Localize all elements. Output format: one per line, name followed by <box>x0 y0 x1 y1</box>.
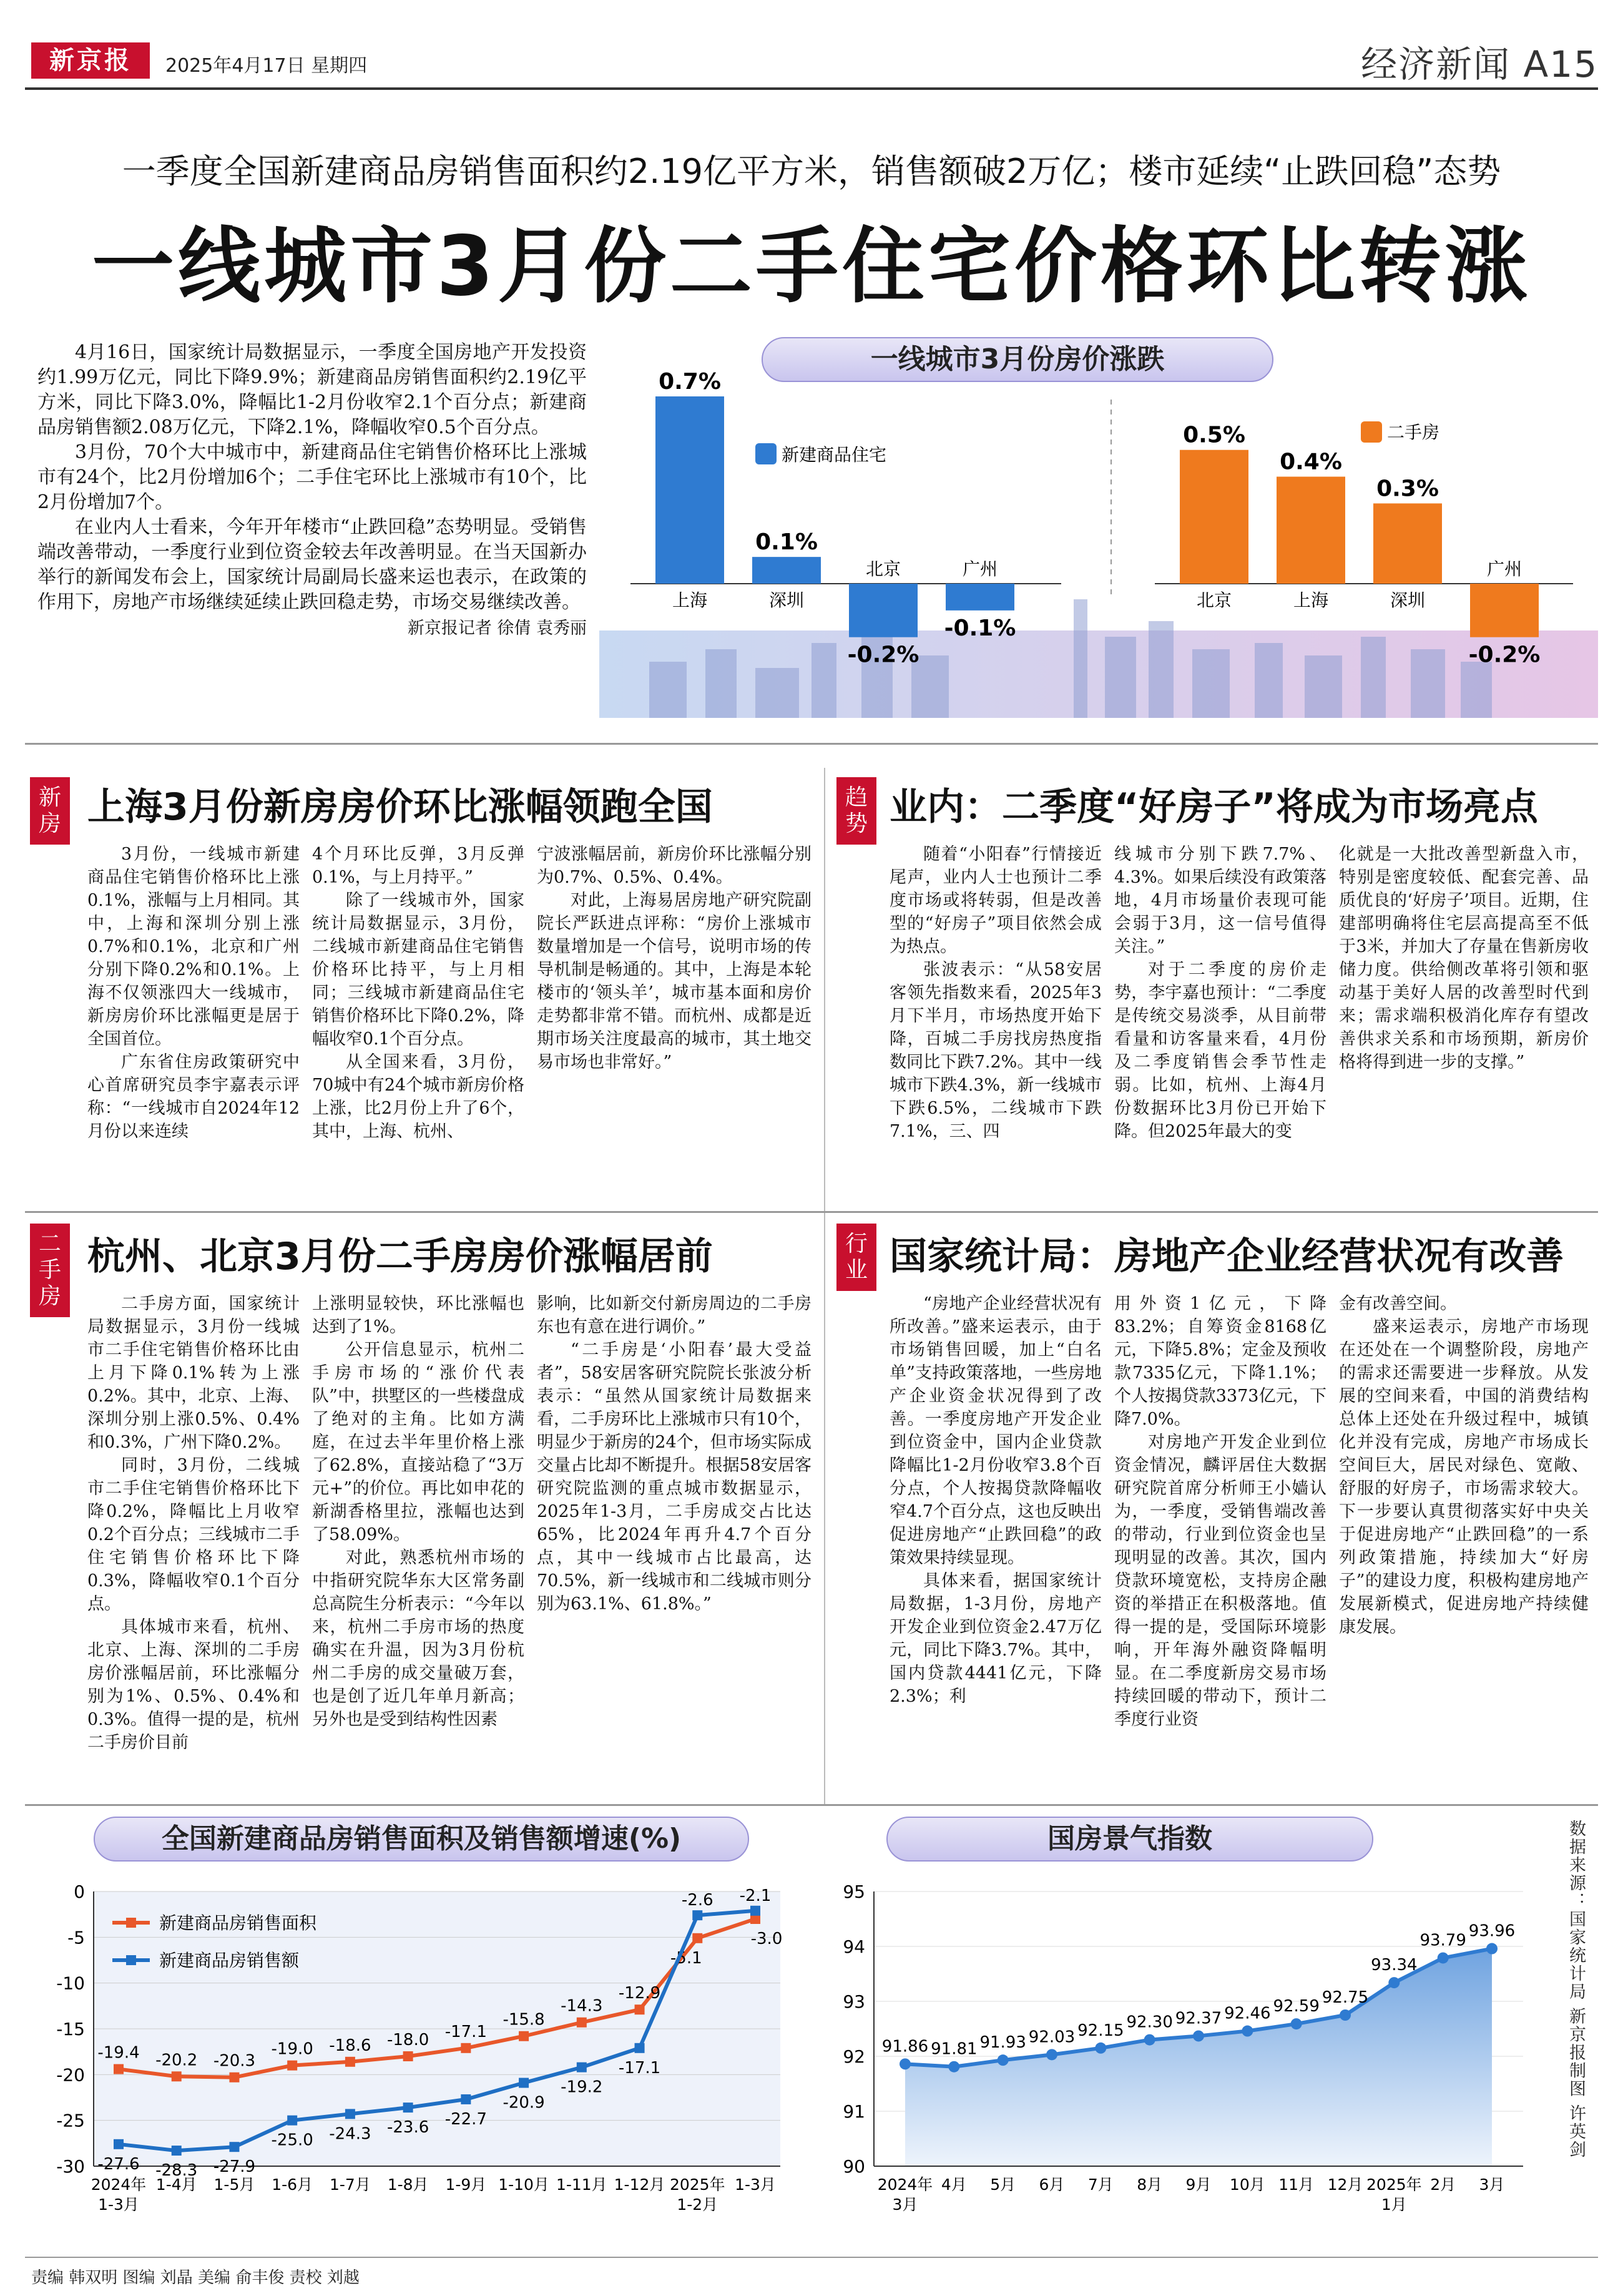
x-tick-label: 2024年 <box>91 2176 147 2194</box>
data-label: -20.9 <box>503 2093 545 2112</box>
article-paragraph: 同时，3月份，二线城市二手住宅销售价格环比下降0.2%，降幅比上月收窄0.2个百分点；三线城市二手住宅销售价格环比下降0.3%，降幅收窄0.1个百分点。 <box>87 1456 300 1614</box>
second-hand-value-label: 0.4% <box>1280 449 1342 475</box>
x-tick-label: 1-3月 <box>98 2195 139 2214</box>
article-paragraph: 广东省住房政策研究中心首席研究员李宇嘉表示评称：“一线城市自2024年12月份以来连续 <box>87 1052 300 1141</box>
data-point <box>577 2063 587 2073</box>
x-tick-label: 7月 <box>1087 2176 1114 2194</box>
data-point <box>577 2018 587 2028</box>
article-paragraph: 化就是一大批改善型新盘入市，特别是密度较低、配套完善、品质优良的‘好房子’项目。近期，住建部明确将住宅层高提高至不低于3米，并加大了存量在售新房收储力度。供给侧改革将引领和驱动基于美好人居的改善型时代到来；需求端积极消化库存有望改善供求关系和市场预期，新房价格将得到进一步的支撑。” <box>1339 845 1589 1072</box>
skyline-building <box>812 643 836 718</box>
legend-new-homes: 新建商品住宅 <box>782 444 887 465</box>
article-column <box>1114 843 1326 1143</box>
y-tick-label: -10 <box>56 1973 85 1994</box>
lead-paragraph: 4月16日，国家统计局数据显示，一季度全国房地产开发投资约1.99万亿元，同比下降9.9%；新建商品房销售面积约2.19亿平方米，同比下降3.0%，降幅比1-2月份收窄2.1个百分点；新建商品房销售额2.08万亿元，下降2.1%，降幅收窄0.5个百分点。 <box>37 341 587 438</box>
data-point <box>900 2058 911 2069</box>
data-point <box>287 2116 297 2126</box>
x-tick-label: 1-7月 <box>329 2176 371 2194</box>
new-home-city-label: 广州 <box>962 559 998 579</box>
article-column <box>1339 843 1589 1074</box>
key-icon <box>1361 421 1382 443</box>
y-tick-label: -20 <box>56 2064 85 2086</box>
data-label: 92.30 <box>1126 2013 1173 2032</box>
article-paragraph: 张波表示：“从58安居客领先指数来看，2025年3月下半月，市场热度开始下降，百城二手房找房热度指数同比下跌7.2%。其中一线城市下跌4.3%，新一线城市下跌6.5%，二线城市下跌7.1%，三、四 <box>890 960 1102 1141</box>
data-point <box>519 2078 529 2088</box>
data-point <box>114 2064 124 2074</box>
data-label: -19.2 <box>561 2078 603 2097</box>
x-tick-label: 10月 <box>1229 2176 1265 2194</box>
new-home-bar <box>946 584 1014 611</box>
section-tag-trend: 趋势 <box>836 777 876 845</box>
data-point <box>635 2043 645 2053</box>
y-tick-label: 95 <box>843 1881 865 1902</box>
article-column <box>1114 1292 1326 1731</box>
housing-index-chart <box>830 1867 1536 2266</box>
x-tick-label: 1-6月 <box>272 2176 313 2194</box>
new-home-value-label: 0.7% <box>659 369 721 395</box>
section-tag-new-homes: 新房 <box>30 777 70 845</box>
article-paragraph: 盛来运表示，房地产市场现在还处在一个调整阶段，房地产的需求还需要进一步释放。从发展的空间来看，中国的消费结构总体上还处在升级过程中，城镇化并没有完成，房地产市场成长空间巨大，居民对绿色、宽敞、舒服的好房子，市场需求较大。下一步要认真贯彻落实好中央关于促进房地产“止跌回稳”的一系列政策措施，持续加大“好房子”的建设力度，积极构建房地产发展新模式，促进房地产持续健康发展。 <box>1339 1317 1589 1637</box>
footer-rule <box>25 2257 1598 2258</box>
skyline-building <box>1149 621 1174 718</box>
data-point <box>172 2071 182 2081</box>
y-tick-label: -30 <box>56 2156 85 2177</box>
x-tick-label: 1-12月 <box>614 2176 665 2194</box>
article-paragraph: 影响，比如新交付新房周边的二手房东也有意在进行调价。” <box>537 1294 812 1337</box>
data-point <box>519 2031 529 2041</box>
data-point <box>1095 2043 1106 2054</box>
article-paragraph: 4个月环比反弹，3月反弹0.1%，与上月持平。” <box>312 845 524 887</box>
skyline-building <box>1361 637 1386 718</box>
data-label: 92.15 <box>1077 2021 1124 2040</box>
data-label: -2.1 <box>739 1886 772 1905</box>
data-point <box>1438 1952 1449 1963</box>
x-tick-label: 11月 <box>1278 2176 1315 2194</box>
section-tag-industry: 行业 <box>836 1224 876 1291</box>
article-paragraph: 随着“小阳春”行情接近尾声，业内人士也预计二季度市场或将转弱，但是改善型的“好房子”项目依然会成为热点。 <box>890 845 1102 956</box>
index-chart-title: 国房景气指数 <box>886 1817 1373 1862</box>
article-paragraph: “房地产企业经营状况有所改善。”盛来运表示，由于市场销售回暖，加上“白名单”支持政策落地，一些房地产企业资金状况得到了改善。一季度房地产开发企业到位资金中，国内企业贷款降幅比1-2月份收窄3.8个百分点，个人按揭贷款降幅收窄4.7个百分点，这也反映出促进房地产“止跌回稳”的政策效果持续显现。 <box>890 1294 1102 1567</box>
data-point <box>172 2146 182 2156</box>
skyline-building <box>1461 662 1492 718</box>
data-point <box>1242 2026 1253 2037</box>
article-paragraph: 从全国来看，3月份，70城中有24个城市新房价格上涨，比2月份上升了6个，其中，上海、杭州、 <box>312 1052 524 1141</box>
data-point <box>1340 2009 1351 2021</box>
data-label: -28.3 <box>155 2161 198 2181</box>
article-paragraph: 对此，上海易居房地产研究院副院长严跃进点评称：“房价上涨城市数量增加是一个信号，说明市场的传导机制是畅通的。其中，上海是本轮楼市的‘领头羊’，城市基本面和房价走势都非常不错。而杭州、成都是近期市场关注度最高的城市，其土地交易市场也非常好。” <box>537 891 812 1072</box>
data-point <box>1193 2030 1204 2041</box>
section-title-trend: 业内：二季度“好房子”将成为市场亮点 <box>890 785 1538 829</box>
subheadline: 一季度全国新建商品房销售面积约2.19亿平方米，销售额破2万亿；楼市延续“止跌回稳”态势 <box>122 152 1501 191</box>
data-point <box>692 1910 702 1920</box>
x-tick-label: 2024年 <box>877 2176 933 2194</box>
data-label: 92.75 <box>1321 1988 1369 2007</box>
article-paragraph: 对此，熟悉杭州市场的中指研究院华东大区常务副总高院生分析表示：“今年以来，杭州二手房市场的热度确实在升温，因为3月份杭州二手房的成交量破万套，也是创了近几年单月新高；另外也是受到结构性因素 <box>312 1548 524 1729</box>
skyline-building <box>1411 649 1445 718</box>
data-point <box>635 2004 645 2014</box>
data-label: -20.2 <box>155 2051 198 2070</box>
new-home-value-label: 0.1% <box>755 529 818 556</box>
x-tick-label: 5月 <box>990 2176 1016 2194</box>
new-home-value-label: -0.2% <box>847 642 919 668</box>
new-home-bar <box>849 584 918 637</box>
x-tick-label: 2月 <box>1430 2176 1456 2194</box>
x-tick-label: 2025年 <box>1366 2176 1422 2194</box>
data-label: -20.3 <box>213 2051 256 2071</box>
article-paragraph: 具体来看，据国家统计局数据，1-3月份，房地产开发企业到位资金2.47万亿元，同比下降3.7%。其中，国内贷款4441亿元，下降2.3%；利 <box>890 1571 1102 1706</box>
second-hand-bar <box>1470 584 1539 637</box>
data-point <box>750 1906 760 1916</box>
y-tick-label: -5 <box>67 1927 85 1948</box>
article-column <box>87 1292 300 1754</box>
article-column <box>890 843 1102 1143</box>
data-label: 93.96 <box>1468 1921 1516 1941</box>
lead-paragraph: 3月份，70个大中城市中，新建商品住宅销售价格环比上涨城市有24个，比2月份增加6个；二手住宅环比上涨城市有10个，比2月份增加7个。 <box>37 441 587 513</box>
y-tick-label: -15 <box>56 2019 85 2039</box>
divider-rule <box>25 1211 1598 1213</box>
data-label: -27.6 <box>97 2154 140 2174</box>
skyline-building <box>1105 637 1136 718</box>
article-column <box>312 1292 524 1731</box>
article-paragraph: “二手房是‘小阳春’最大受益者”，58安居客研究院院长张波分析表示：“虽然从国家统计局数据来看，二手房环比上涨城市只有10个，明显少于新房的24个，但市场实际成交量占比却不断提升。根据58安居客研究院监测的重点城市数据显示，2025年1-3月，二手房成交占比达65%，比2024年再升4.7个百分点，其中一线城市占比最高，达70.5%，新一线城市和二线城市则分别为63.1%、61.8%。” <box>537 1340 812 1614</box>
city-chart-title: 一线城市3月份房价涨跌 <box>762 337 1273 382</box>
data-point <box>692 1933 702 1943</box>
divider-rule <box>25 1804 1598 1806</box>
editor-credits: 责编 韩双明 图编 刘晶 美编 俞丰俊 责校 刘越 <box>31 2269 360 2287</box>
lead-paragraph: 在业内人士看来，今年开年楼市“止跌回稳”态势明显。受销售端改善带动，一季度行业到位资金较去年改善明显。在当天国新办举行的新闻发布会上，国家统计局副局长盛来运也表示，在政策的作用下，房地产市场继续延续止跌回稳走势，市场交易继续改善。 <box>37 516 587 613</box>
y-tick-label: 94 <box>843 1936 865 1957</box>
data-label: -18.0 <box>386 2031 429 2049</box>
article-paragraph: 二手房方面，国家统计局数据显示，3月份一线城市二手住宅销售价格环比由上月下降0.1%转为上涨0.2%。其中，北京、上海、深圳分别上涨0.5%、0.4%和0.3%，广州下降0.2%。 <box>87 1294 300 1452</box>
data-label: 91.86 <box>881 2037 929 2056</box>
data-point <box>461 2094 471 2104</box>
x-tick-label: 8月 <box>1137 2176 1163 2194</box>
data-point <box>287 2061 297 2071</box>
article-paragraph: 对于二季度的房价走势，李宇嘉也预计：“二季度是传统交易淡季，从目前带看量和访客量来看，4月份及二季度销售会季节性走弱。比如，杭州、上海4月份数据环比3月份已开始下降。但2025年最大的变 <box>1114 960 1326 1141</box>
y-tick-label: 90 <box>843 2156 865 2177</box>
article-paragraph: 公开信息显示，杭州二手房市场的“涨价代表队”中，拱墅区的一些楼盘成了绝对的主角。比如方满庭，在过去半年里价格上涨了62.8%，直接站稳了“3万元+”的价位。再比如申花的新湖香格里拉，涨幅也达到了58.09%。 <box>312 1340 524 1544</box>
x-tick-label: 1-9月 <box>445 2176 487 2194</box>
y-tick-label: 93 <box>843 1991 865 2012</box>
article-column <box>537 843 812 1074</box>
data-label: -19.0 <box>271 2039 313 2059</box>
legend-label: 新建商品房销售面积 <box>159 1913 317 1933</box>
x-tick-label: 6月 <box>1039 2176 1065 2194</box>
y-tick-label: 0 <box>74 1881 85 1902</box>
sales-growth-chart <box>37 1867 824 2266</box>
section-title-new-homes: 上海3月份新房房价环比涨幅领跑全国 <box>87 785 713 829</box>
article-paragraph: 3月份，一线城市新建商品住宅销售价格环比上涨0.1%，涨幅与上月相同。其中，上海和深圳分别上涨0.7%和0.1%，北京和广州分别下降0.2%和0.1%。上海不仅领涨四大一线城市，新房房价环比涨幅更是居于全国首位。 <box>87 845 300 1049</box>
sales-chart-title: 全国新建商品房销售面积及销售额增速(%) <box>94 1817 749 1862</box>
x-tick-label: 3月 <box>892 2195 918 2214</box>
data-label: -5.1 <box>670 1948 702 1968</box>
data-label: 92.46 <box>1224 2004 1271 2023</box>
issue-date: 2025年4月17日 星期四 <box>165 55 368 77</box>
data-point <box>1291 2018 1302 2029</box>
data-label: 93.34 <box>1371 1956 1418 1975</box>
x-tick-label: 2025年 <box>669 2176 725 2194</box>
data-label: -17.1 <box>444 2022 488 2041</box>
article-paragraph: 具体城市来看，杭州、北京、上海、深圳的二手房房价涨幅居前，环比涨幅分别为1%、0.5%、0.4%和0.3%。值得一提的是，杭州二手房价目前 <box>87 1617 300 1752</box>
second-hand-city-label: 上海 <box>1293 590 1329 611</box>
data-label: -14.3 <box>561 1996 603 2016</box>
legend-marker <box>126 1918 136 1928</box>
data-label: -27.9 <box>213 2157 256 2177</box>
skyline-building <box>1305 655 1342 718</box>
new-home-city-label: 深圳 <box>768 590 805 611</box>
article-column <box>87 843 300 1143</box>
x-tick-label: 1-2月 <box>677 2195 718 2214</box>
second-hand-city-label: 深圳 <box>1390 590 1426 611</box>
data-point <box>229 2142 239 2152</box>
x-tick-label: 1-10月 <box>498 2176 549 2194</box>
article-paragraph: 宁波涨幅居前，新房价环比涨幅分别为0.7%、0.5%、0.4%。 <box>537 845 812 887</box>
data-label: 91.93 <box>979 2033 1026 2053</box>
data-label: -15.8 <box>503 2010 545 2029</box>
skyline-building <box>649 662 687 718</box>
data-label: -12.9 <box>618 1984 661 2003</box>
second-hand-city-label: 广州 <box>1486 559 1522 579</box>
article-paragraph: 线城市分别下跌7.7%、4.3%。如果后续没有政策落地，4月市场量价表现可能会弱于3月，这一信号值得关注。” <box>1114 845 1326 956</box>
x-tick-label: 1-11月 <box>556 2176 607 2194</box>
byline: 新京报记者 徐倩 袁秀丽 <box>407 619 587 638</box>
data-point <box>461 2043 471 2053</box>
new-home-bar <box>752 557 821 584</box>
masthead-rule <box>25 87 1598 90</box>
x-tick-label: 1月 <box>1381 2195 1407 2214</box>
x-tick-label: 9月 <box>1185 2176 1212 2194</box>
y-tick-label: -25 <box>56 2110 85 2131</box>
data-point <box>345 2109 355 2119</box>
data-label: 92.37 <box>1175 2009 1222 2028</box>
data-label: -23.6 <box>386 2118 429 2137</box>
article-column <box>537 1292 812 1616</box>
data-point <box>1388 1977 1400 1988</box>
city-chart-svg <box>599 337 1598 724</box>
data-label: 92.59 <box>1273 1997 1320 2016</box>
second-hand-bar <box>1373 503 1442 584</box>
x-tick-label: 3月 <box>1479 2176 1505 2194</box>
data-label: 91.81 <box>931 2039 978 2059</box>
data-point <box>229 2073 239 2083</box>
skyline-building <box>1074 599 1087 718</box>
data-label: -17.1 <box>618 2058 661 2078</box>
skyline-building <box>705 649 737 718</box>
data-point <box>1486 1943 1498 1955</box>
section-page-label: 经济新闻 A15 <box>1361 43 1598 86</box>
divider-rule <box>25 743 1598 745</box>
index-area <box>905 1949 1492 2166</box>
x-tick-label: 4月 <box>941 2176 967 2194</box>
second-hand-bar <box>1180 450 1248 584</box>
lead-article <box>37 340 587 641</box>
data-label: -2.6 <box>681 1891 713 1910</box>
skyline-building <box>1255 643 1283 718</box>
y-tick-label: 91 <box>843 2101 865 2122</box>
data-point <box>998 2054 1009 2066</box>
data-label: -22.7 <box>444 2109 488 2129</box>
column-divider <box>824 768 825 1804</box>
skyline-building <box>1192 649 1230 718</box>
data-label: 92.03 <box>1028 2028 1076 2047</box>
masthead-logo: 新京报 <box>31 42 150 79</box>
second-hand-bar <box>1277 477 1345 584</box>
second-hand-city-label: 北京 <box>1196 590 1232 611</box>
x-tick-label: 1-4月 <box>155 2176 197 2194</box>
data-label: -24.3 <box>329 2124 371 2144</box>
article-paragraph: 对房地产开发企业到位资金情况，麟评居住大数据研究院首席分析师王小嫱认为，一季度，受销售端改善的带动，行业到位资金也呈现明显的改善。其次，国内贷款环境宽松，支持房企融资的举措正在积极落地。值得一提的是，受国际环境影响，开年海外融资降幅明显。在二季度新房交易市场持续回暖的带动下，预计二季度行业资 <box>1114 1433 1326 1729</box>
x-tick-label: 12月 <box>1327 2176 1363 2194</box>
new-home-bar <box>655 396 724 584</box>
x-tick-label: 1-5月 <box>213 2176 255 2194</box>
data-point <box>1046 2049 1057 2060</box>
new-home-city-label: 上海 <box>672 590 708 611</box>
article-paragraph: 上涨明显较快，环比涨幅也达到了1%。 <box>312 1294 524 1337</box>
new-home-city-label: 北京 <box>865 559 901 579</box>
data-label: -18.6 <box>329 2036 371 2055</box>
x-tick-label: 1-3月 <box>735 2176 776 2194</box>
data-point <box>1144 2034 1155 2046</box>
second-hand-value-label: 0.3% <box>1376 476 1439 502</box>
y-tick-label: 92 <box>843 2046 865 2067</box>
legend-marker <box>126 1955 136 1965</box>
section-tag-second-hand: 二手房 <box>30 1224 70 1317</box>
city-price-chart <box>599 337 1598 724</box>
article-column <box>312 843 524 1143</box>
legend-label: 新建商品房销售额 <box>159 1950 300 1971</box>
data-point <box>403 2102 413 2112</box>
data-label: -3.0 <box>750 1930 783 1948</box>
section-title-second-hand: 杭州、北京3月份二手房房价涨幅居前 <box>87 1235 713 1278</box>
data-label: -19.4 <box>97 2043 140 2063</box>
data-label: 93.79 <box>1420 1931 1466 1950</box>
data-point <box>114 2139 124 2149</box>
article-column <box>890 1292 1102 1708</box>
article-paragraph: 除了一线城市外，国家统计局数据显示，3月份，二线城市新建商品住宅销售价格环比持平，与上月相同；三线城市新建商品住宅销售价格环比下降0.2%，降幅收窄0.1个百分点。 <box>312 891 524 1049</box>
new-home-value-label: -0.1% <box>944 615 1016 641</box>
second-hand-value-label: 0.5% <box>1183 422 1245 448</box>
section-title-industry: 国家统计局：房地产企业经营状况有改善 <box>890 1235 1564 1278</box>
skyline-band <box>599 630 1598 718</box>
second-hand-value-label: -0.2% <box>1468 642 1541 668</box>
x-tick-label: 1-8月 <box>387 2176 429 2194</box>
building-icon <box>755 443 777 464</box>
article-column <box>1339 1292 1589 1639</box>
skyline-building <box>755 668 799 718</box>
main-headline: 一线城市3月份二手住宅价格环比转涨 <box>92 218 1531 315</box>
data-point <box>403 2051 413 2061</box>
article-paragraph: 金有改善空间。 <box>1339 1294 1457 1313</box>
legend-second-hand: 二手房 <box>1387 422 1440 443</box>
data-source-note: 数据来源：国家统计局 新京报制图 许英剑 <box>1566 1820 1586 2159</box>
data-point <box>345 2057 355 2067</box>
data-label: -25.0 <box>271 2131 313 2150</box>
data-point <box>948 2061 959 2073</box>
article-paragraph: 用外资1亿元，下降83.2%；自筹资金8168亿元，下降5.8%；定金及预收款7335亿元，下降1.1%；个人按揭贷款3373亿元，下降7.0%。 <box>1114 1294 1326 1429</box>
